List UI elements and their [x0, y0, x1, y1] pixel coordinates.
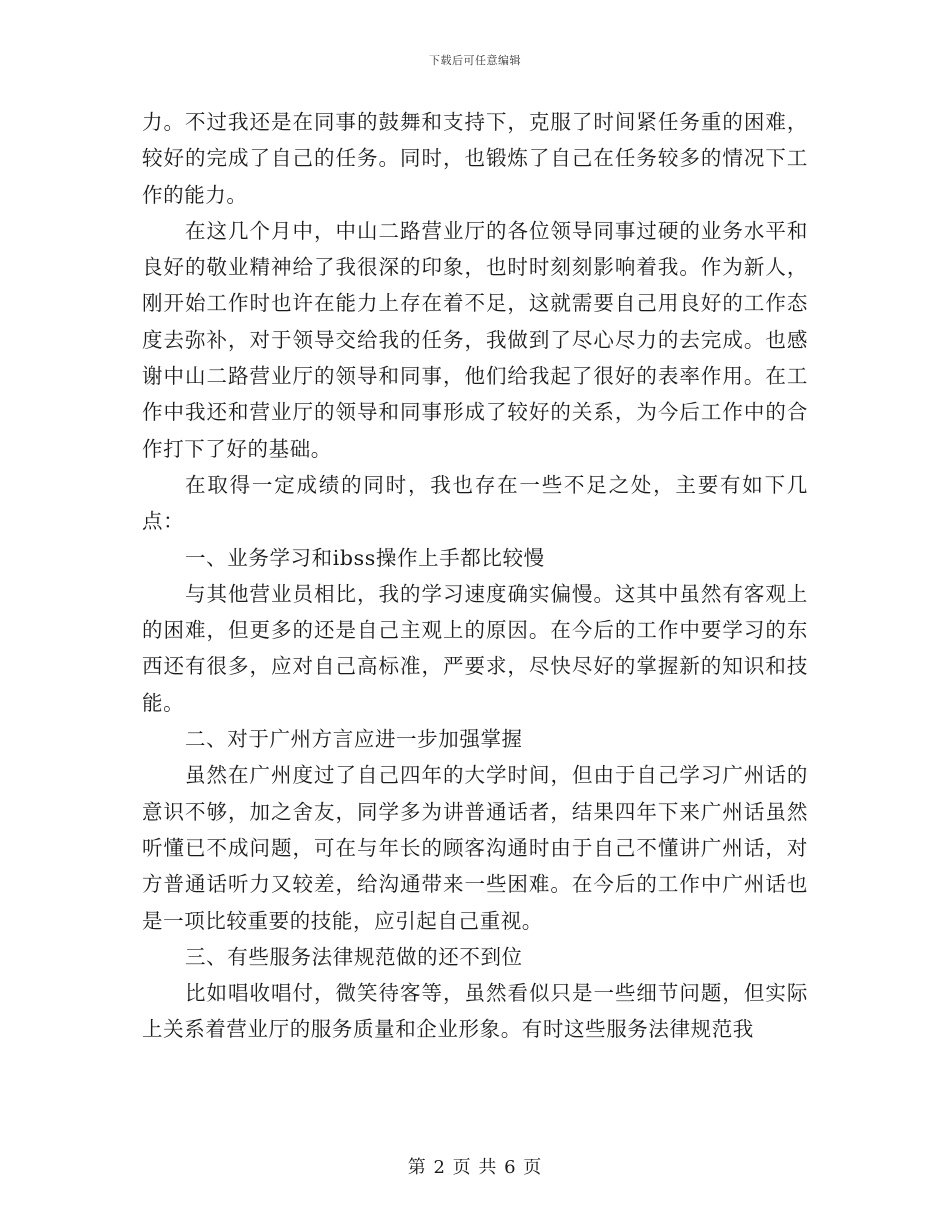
- section-heading-3: 三、有些服务法律规范做的还不到位: [185, 944, 523, 969]
- paragraph-cantonese: 虽然在广州度过了自己四年的大学时间，但由于自己学习广州话的意识不够，加之舍友，同学多为讲普通话者，结果四年下来广州话虽然听懂已不成问题，可在与年长的顾客沟通时由于自己不懂讲广州话，对方普通话听力又较差，给沟通带来一些困难。在今后的工作中广州话也是一项比较重要的技能，应引起自己重视。: [142, 763, 808, 933]
- paragraph-shortcomings-intro: 在取得一定成绩的同时，我也存在一些不足之处，主要有如下几点：: [142, 472, 808, 534]
- paragraph-learning-speed: 与其他营业员相比，我的学习速度确实偏慢。这其中虽然有客观上的困难，但更多的还是自己主观上的原因。在今后的工作中要学习的东西还有很多，应对自己高标准，严要求，尽快尽好的掌握新的知识和技能。: [142, 581, 808, 715]
- paragraph-service-standards: 比如唱收唱付，微笑待客等，虽然看似只是一些细节问题，但实际上关系着营业厅的服务质量和企业形象。有时这些服务法律规范我: [142, 981, 808, 1042]
- document-body: [142, 104, 808, 1048]
- section-heading-2: 二、对于广州方言应进一步加强掌握: [185, 727, 523, 752]
- section-heading-1: 一、业务学习和ibss操作上手都比较慢: [185, 545, 545, 570]
- paragraph-continuation: 力。不过我还是在同事的鼓舞和支持下，克服了时间紧任务重的困难，较好的完成了自己的任务。同时，也锻炼了自己在任务较多的情况下工作的能力。: [142, 110, 808, 207]
- paragraph-impression: 在这几个月中，中山二路营业厅的各位领导同事过硬的业务水平和良好的敬业精神给了我很深的印象，也时时刻刻影响着我。作为新人，刚开始工作时也许在能力上存在着不足，这就需要自己用良好的工作态度去弥补，对于领导交给我的任务，我做到了尽心尽力的去完成。也感谢中山二路营业厅的领导和同事，他们给我起了很好的表率作用。在工作中我还和营业厅的领导和同事形成了较好的关系，为今后工作中的合作打下了好的基础。: [142, 218, 808, 461]
- page-header-note: 下载后可任意编辑: [429, 54, 521, 67]
- page-number: 第 2 页 共 6 页: [407, 1157, 543, 1178]
